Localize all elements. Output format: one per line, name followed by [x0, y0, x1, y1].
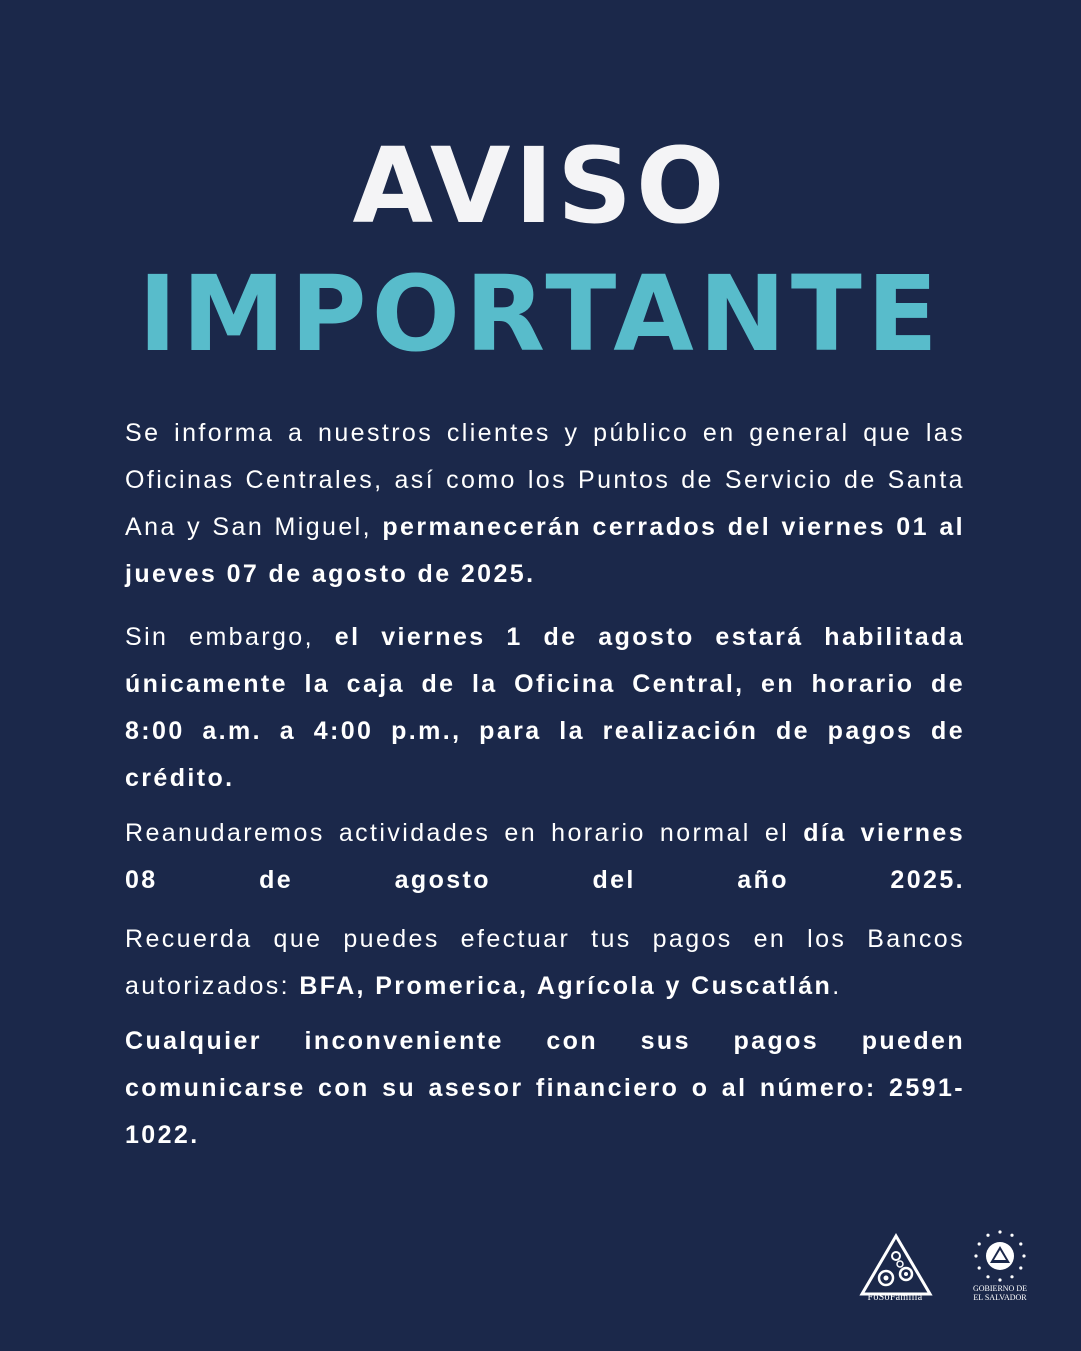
paragraph-resume-text: Reanudaremos actividades en horario normal el	[125, 819, 804, 847]
notice-body	[125, 410, 965, 1159]
paragraph-resume	[125, 810, 965, 904]
paragraph-contact-bold: Cualquier inconveniente con sus pagos pueden comunicarse con su asesor financiero o al número: 2591-1022.	[125, 1027, 965, 1149]
paragraph-banks	[125, 916, 965, 1010]
paragraph-closure	[125, 410, 965, 598]
footer-logos	[850, 1226, 1040, 1306]
paragraph-banks-bold: BFA, Promerica, Agrícola y Cuscatlán	[299, 972, 833, 1000]
gobierno-logo-text	[958, 1284, 1042, 1302]
gobierno-logo-line2: EL SALVADOR	[973, 1293, 1027, 1302]
title-importante: IMPORTANTE	[138, 253, 943, 375]
paragraph-contact	[125, 1018, 965, 1159]
fosofamilia-logo-text: FoSoFamilia	[867, 1292, 923, 1303]
paragraph-exception-text: Sin embargo,	[125, 623, 335, 651]
paragraph-banks-end: .	[832, 972, 842, 1000]
gobierno-logo-line1: GOBIERNO DE	[973, 1284, 1027, 1293]
el-salvador-seal-icon	[970, 1226, 1030, 1286]
paragraph-resume-bold: día viernes 08 de agosto del año 2025.	[125, 819, 965, 894]
title-aviso: AVISO	[352, 125, 729, 247]
paragraph-exception	[125, 614, 965, 802]
paragraph-closure-text: Se informa a nuestros clientes y público en general que las Oficinas Centrales, así como los Puntos de Servicio de Santa Ana y San Miguel,	[125, 419, 965, 541]
paragraph-exception-bold: el viernes 1 de agosto estará habilitada únicamente la caja de la Oficina Central, en horario de 8:00 a.m. a 4:00 p.m., para la realización de pagos de crédito.	[125, 623, 965, 792]
paragraph-closure-bold: permanecerán cerrados del viernes 01 al jueves 07 de agosto de 2025.	[125, 513, 965, 588]
paragraph-banks-text: Recuerda que puedes efectuar tus pagos en los Bancos autorizados:	[125, 925, 965, 1000]
